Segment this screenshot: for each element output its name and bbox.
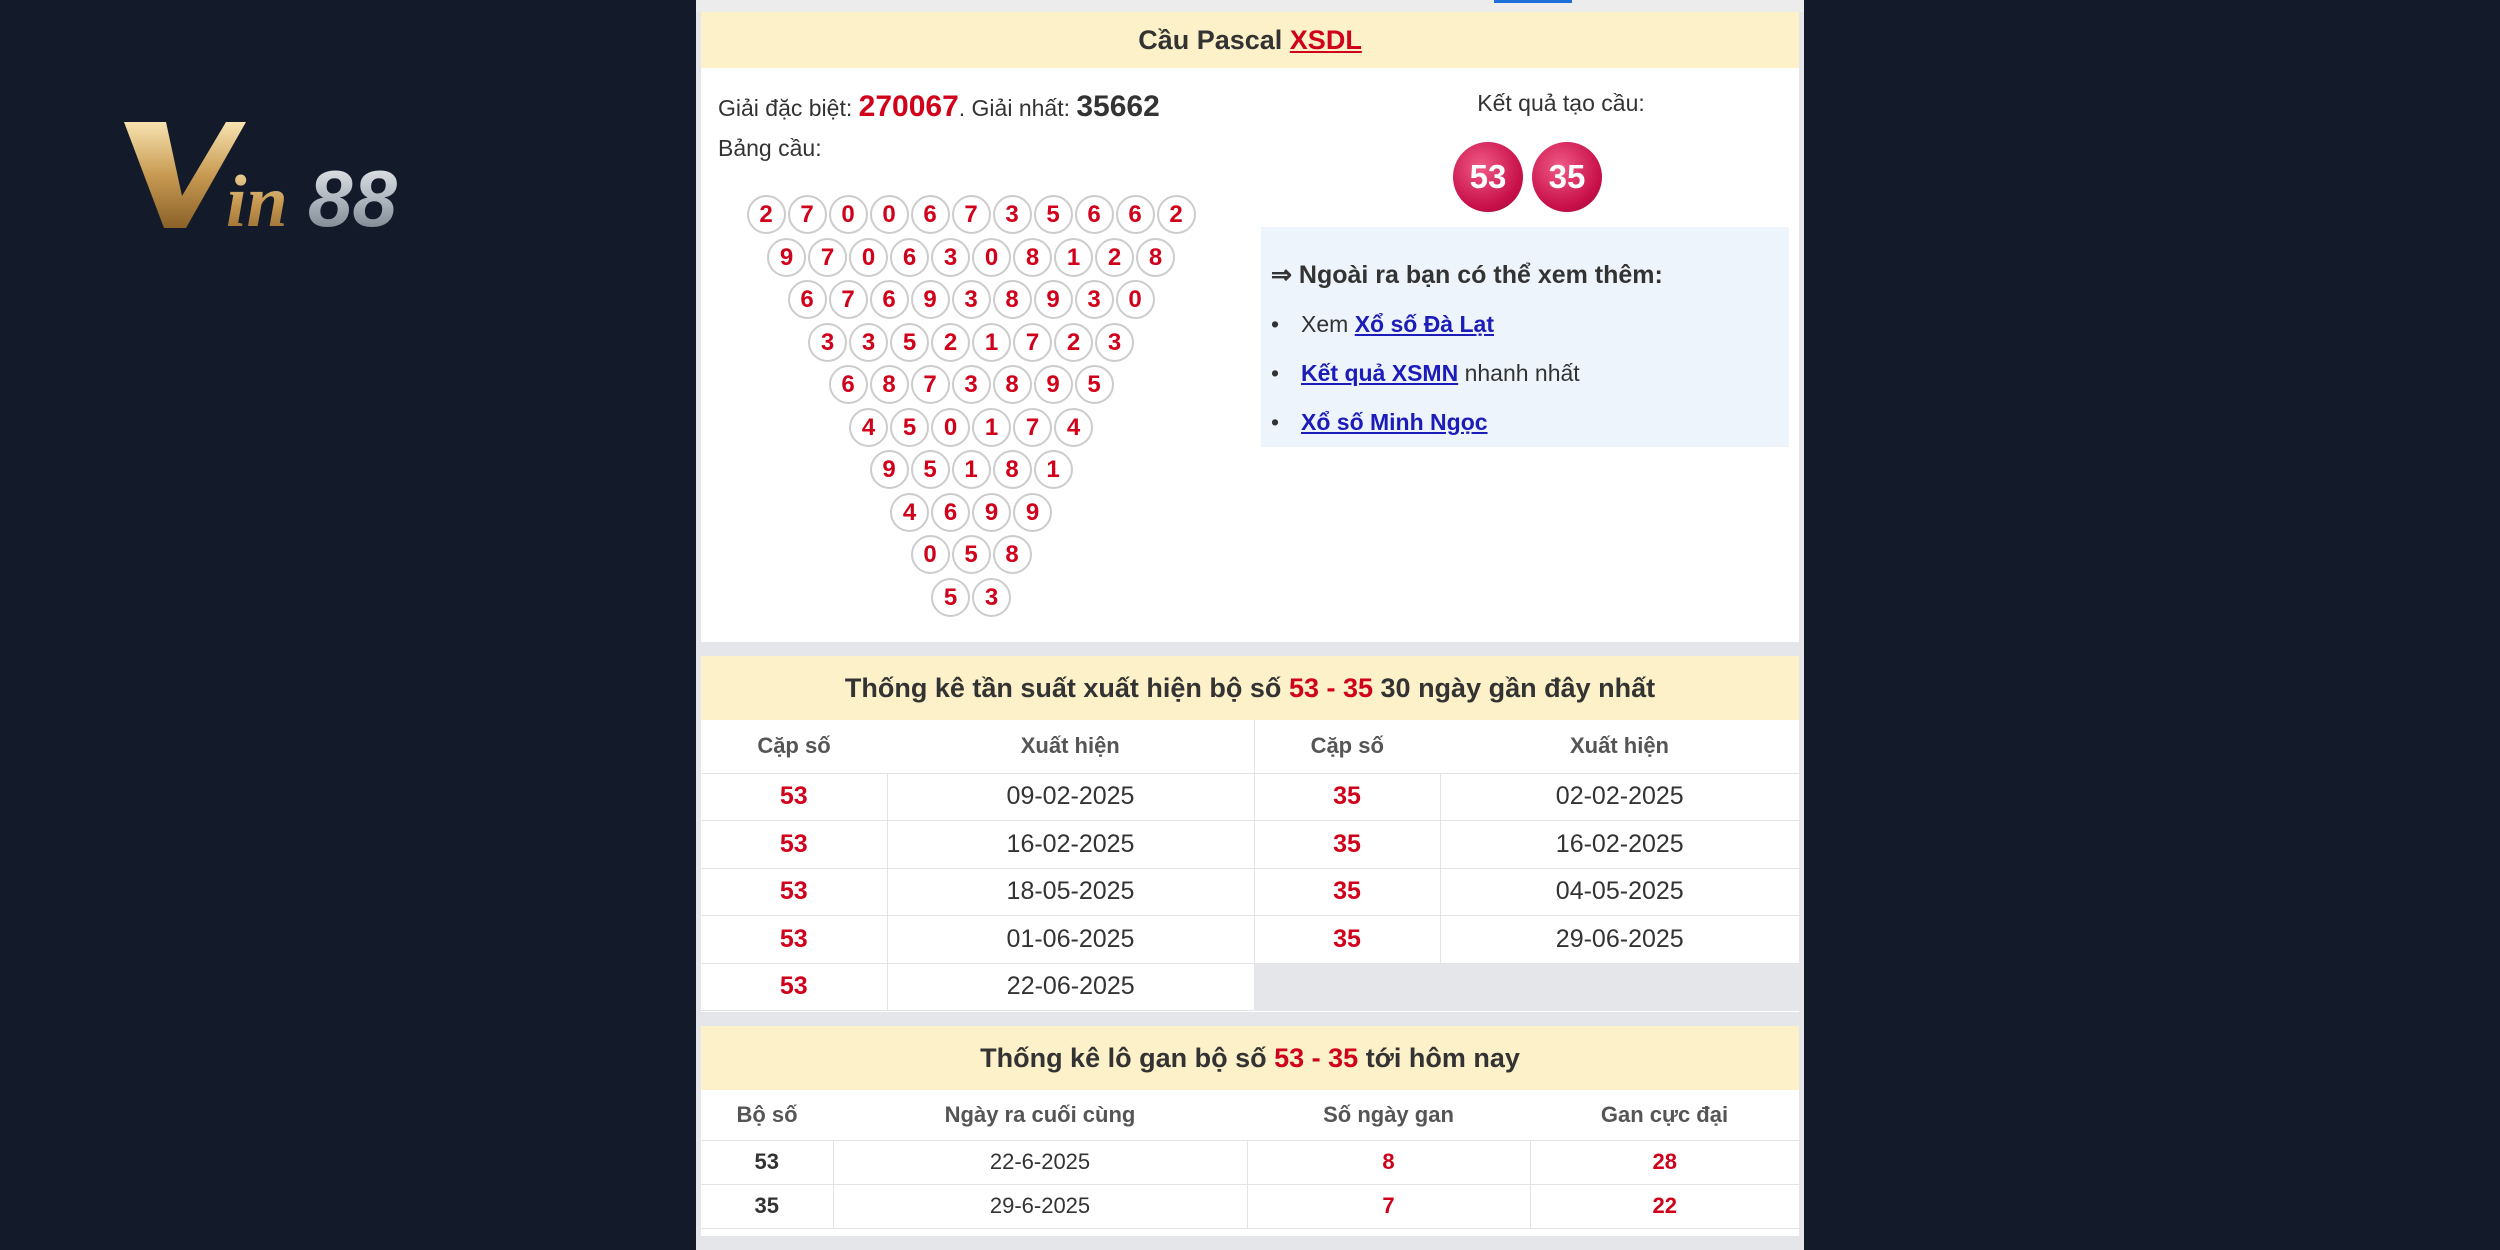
triangle-cell: 0 bbox=[972, 238, 1011, 277]
special-prize-label: Giải đặc biệt: bbox=[718, 95, 853, 121]
triangle-cell: 3 bbox=[1075, 280, 1114, 319]
triangle-row bbox=[701, 535, 1241, 574]
date-cell: 02-02-2025 bbox=[1440, 773, 1799, 821]
lo-gan-title-pair: 53 - 35 bbox=[1274, 1043, 1359, 1073]
triangle-cell: 8 bbox=[1013, 238, 1052, 277]
triangle-row bbox=[701, 450, 1241, 489]
lo-gan-title-suffix: tới hôm nay bbox=[1365, 1043, 1520, 1073]
triangle-cell: 5 bbox=[952, 535, 991, 574]
triangle-cell: 8 bbox=[993, 450, 1032, 489]
lo-gan-card bbox=[701, 1026, 1799, 1236]
table-header-row bbox=[701, 720, 1799, 773]
xo-so-minh-ngoc-link[interactable]: Xổ số Minh Ngọc bbox=[1301, 409, 1488, 435]
triangle-cell: 2 bbox=[1157, 195, 1196, 234]
svg-text:88: 88 bbox=[308, 154, 397, 234]
gan-days-cell: 7 bbox=[1247, 1184, 1530, 1228]
triangle-cell: 9 bbox=[1013, 493, 1052, 532]
last-date-cell: 29-6-2025 bbox=[833, 1184, 1247, 1228]
pair-number-cell: 53 bbox=[701, 821, 887, 869]
pascal-table-label: Bảng cầu: bbox=[718, 135, 822, 161]
result-ball: 35 bbox=[1532, 142, 1602, 212]
see-more-box bbox=[1261, 227, 1789, 447]
triangle-cell: 5 bbox=[890, 408, 929, 447]
special-prize-value: 270067 bbox=[858, 90, 959, 123]
triangle-cell: 3 bbox=[972, 578, 1011, 617]
prize-line bbox=[718, 90, 1160, 124]
date-cell bbox=[1440, 963, 1799, 1011]
date-cell: 18-05-2025 bbox=[887, 868, 1254, 916]
triangle-cell: 6 bbox=[931, 493, 970, 532]
main-column bbox=[696, 0, 1804, 1250]
triangle-cell: 3 bbox=[931, 238, 970, 277]
gan-days-cell: 8 bbox=[1247, 1140, 1530, 1184]
triangle-cell: 6 bbox=[788, 280, 827, 319]
triangle-cell: 8 bbox=[1136, 238, 1175, 277]
triangle-row bbox=[701, 493, 1241, 532]
triangle-cell: 7 bbox=[1013, 408, 1052, 447]
table-row bbox=[701, 1184, 1799, 1228]
first-prize-value: 35662 bbox=[1076, 90, 1160, 123]
triangle-cell: 1 bbox=[1054, 238, 1093, 277]
triangle-cell: 4 bbox=[849, 408, 888, 447]
pair-number-cell: 35 bbox=[1254, 773, 1440, 821]
triangle-cell: 7 bbox=[829, 280, 868, 319]
date-cell: 16-02-2025 bbox=[1440, 821, 1799, 869]
triangle-cell: 6 bbox=[911, 195, 950, 234]
pair-number-cell: 53 bbox=[701, 868, 887, 916]
triangle-cell: 4 bbox=[1054, 408, 1093, 447]
triangle-cell: 7 bbox=[952, 195, 991, 234]
triangle-row bbox=[701, 323, 1241, 362]
triangle-cell: 0 bbox=[870, 195, 909, 234]
frequency-title-pair: 53 - 35 bbox=[1288, 673, 1374, 703]
triangle-cell: 0 bbox=[931, 408, 970, 447]
column-header: Bộ số bbox=[701, 1090, 833, 1140]
result-label: Kết quả tạo cầu: bbox=[1477, 90, 1645, 116]
triangle-cell: 1 bbox=[972, 323, 1011, 362]
triangle-cell: 0 bbox=[1116, 280, 1155, 319]
list-item bbox=[1271, 407, 1580, 456]
triangle-cell: 6 bbox=[870, 280, 909, 319]
last-date-cell: 22-6-2025 bbox=[833, 1140, 1247, 1184]
triangle-cell: 0 bbox=[849, 238, 888, 277]
list-item-suffix: nhanh nhất bbox=[1458, 360, 1580, 386]
pair-number-cell: 53 bbox=[701, 773, 887, 821]
column-header: Ngày ra cuối cùng bbox=[833, 1090, 1247, 1140]
triangle-cell: 3 bbox=[993, 195, 1032, 234]
triangle-cell: 3 bbox=[808, 323, 847, 362]
lo-gan-table bbox=[701, 1090, 1799, 1229]
date-cell: 29-06-2025 bbox=[1440, 916, 1799, 964]
triangle-cell: 1 bbox=[972, 408, 1011, 447]
triangle-cell: 7 bbox=[788, 195, 827, 234]
triangle-cell: 2 bbox=[931, 323, 970, 362]
pair-number-cell: 35 bbox=[1254, 868, 1440, 916]
table-row bbox=[701, 963, 1799, 1011]
result-ball: 53 bbox=[1453, 142, 1523, 212]
triangle-row bbox=[701, 238, 1241, 277]
triangle-cell: 6 bbox=[1075, 195, 1114, 234]
pascal-title bbox=[701, 12, 1799, 68]
triangle-cell: 7 bbox=[911, 365, 950, 404]
date-cell: 04-05-2025 bbox=[1440, 868, 1799, 916]
column-header: Xuất hiện bbox=[1440, 720, 1799, 773]
triangle-cell: 8 bbox=[870, 365, 909, 404]
triangle-cell: 7 bbox=[808, 238, 847, 277]
date-cell: 09-02-2025 bbox=[887, 773, 1254, 821]
triangle-cell: 5 bbox=[1034, 195, 1073, 234]
see-more-title: ⇒ Ngoài ra bạn có thể xem thêm: bbox=[1271, 261, 1663, 289]
frequency-table-body bbox=[701, 773, 1799, 1011]
triangle-row bbox=[701, 280, 1241, 319]
pascal-title-text: Cầu Pascal bbox=[1138, 25, 1283, 55]
list-item bbox=[1271, 309, 1580, 358]
column-header: Cặp số bbox=[1254, 720, 1440, 773]
triangle-cell: 8 bbox=[993, 535, 1032, 574]
triangle-cell: 9 bbox=[972, 493, 1011, 532]
triangle-row bbox=[701, 408, 1241, 447]
frequency-table bbox=[701, 720, 1799, 1011]
triangle-cell: 9 bbox=[1034, 365, 1073, 404]
table-row bbox=[701, 773, 1799, 821]
lo-gan-title bbox=[701, 1026, 1799, 1090]
max-gan-cell: 28 bbox=[1530, 1140, 1799, 1184]
triangle-cell: 2 bbox=[747, 195, 786, 234]
triangle-cell: 9 bbox=[767, 238, 806, 277]
frequency-title-suffix: 30 ngày gần đây nhất bbox=[1380, 673, 1656, 703]
lo-gan-title-prefix: Thống kê lô gan bộ số bbox=[980, 1043, 1267, 1073]
triangle-row bbox=[701, 365, 1241, 404]
svg-text:in: in bbox=[226, 161, 288, 234]
list-item bbox=[1271, 358, 1580, 407]
triangle-cell: 7 bbox=[1013, 323, 1052, 362]
triangle-cell: 3 bbox=[952, 280, 991, 319]
pair-number-cell: 53 bbox=[701, 963, 887, 1011]
table-row bbox=[701, 916, 1799, 964]
pair-number-cell: 53 bbox=[701, 916, 887, 964]
column-header: Cặp số bbox=[701, 720, 887, 773]
triangle-cell: 9 bbox=[911, 280, 950, 319]
pair-number-cell: 35 bbox=[1254, 821, 1440, 869]
max-gan-cell: 22 bbox=[1530, 1184, 1799, 1228]
triangle-cell: 5 bbox=[931, 578, 970, 617]
triangle-row bbox=[701, 195, 1241, 234]
date-cell: 22-06-2025 bbox=[887, 963, 1254, 1011]
ket-qua-xsmn-link[interactable]: Kết quả XSMN bbox=[1301, 360, 1459, 386]
table-row bbox=[701, 1140, 1799, 1184]
triangle-cell: 3 bbox=[849, 323, 888, 362]
frequency-title bbox=[701, 656, 1799, 720]
active-tab-indicator bbox=[1494, 0, 1572, 3]
triangle-cell: 8 bbox=[993, 280, 1032, 319]
date-cell: 01-06-2025 bbox=[887, 916, 1254, 964]
table-row bbox=[701, 868, 1799, 916]
vin88-logo bbox=[122, 118, 482, 234]
pair-number-cell: 35 bbox=[1254, 916, 1440, 964]
triangle-cell: 9 bbox=[870, 450, 909, 489]
pascal-card bbox=[701, 12, 1799, 642]
triangle-cell: 0 bbox=[911, 535, 950, 574]
top-bar bbox=[696, 0, 1804, 12]
triangle-cell: 4 bbox=[890, 493, 929, 532]
triangle-cell: 2 bbox=[1054, 323, 1093, 362]
triangle-cell: 2 bbox=[1095, 238, 1134, 277]
number-cell: 35 bbox=[701, 1184, 833, 1228]
table-row bbox=[701, 821, 1799, 869]
column-header: Số ngày gan bbox=[1247, 1090, 1530, 1140]
column-header: Xuất hiện bbox=[887, 720, 1254, 773]
xsdl-link[interactable]: XSDL bbox=[1289, 25, 1362, 55]
triangle-cell: 0 bbox=[829, 195, 868, 234]
triangle-cell: 5 bbox=[1075, 365, 1114, 404]
triangle-cell: 8 bbox=[993, 365, 1032, 404]
column-header: Gan cực đại bbox=[1530, 1090, 1799, 1140]
triangle-cell: 3 bbox=[1095, 323, 1134, 362]
triangle-cell: 1 bbox=[952, 450, 991, 489]
xo-so-da-lat-link[interactable]: Xổ số Đà Lạt bbox=[1354, 311, 1494, 337]
triangle-row bbox=[701, 578, 1241, 617]
triangle-cell: 3 bbox=[952, 365, 991, 404]
lo-gan-table-body bbox=[701, 1140, 1799, 1228]
number-cell: 53 bbox=[701, 1140, 833, 1184]
frequency-title-prefix: Thống kê tần suất xuất hiện bộ số bbox=[844, 673, 1282, 703]
date-cell: 16-02-2025 bbox=[887, 821, 1254, 869]
first-prize-label: . Giải nhất: bbox=[958, 95, 1070, 121]
frequency-card bbox=[701, 656, 1799, 1012]
list-item-prefix: Xem bbox=[1301, 311, 1355, 337]
triangle-cell: 5 bbox=[890, 323, 929, 362]
triangle-cell: 9 bbox=[1034, 280, 1073, 319]
see-more-list bbox=[1271, 309, 1580, 456]
triangle-cell: 6 bbox=[829, 365, 868, 404]
result-balls bbox=[1453, 142, 1602, 212]
triangle-cell: 6 bbox=[1116, 195, 1155, 234]
triangle-cell: 1 bbox=[1034, 450, 1073, 489]
triangle-cell: 6 bbox=[890, 238, 929, 277]
table-header-row bbox=[701, 1090, 1799, 1140]
pair-number-cell bbox=[1254, 963, 1440, 1011]
triangle-cell: 5 bbox=[911, 450, 950, 489]
